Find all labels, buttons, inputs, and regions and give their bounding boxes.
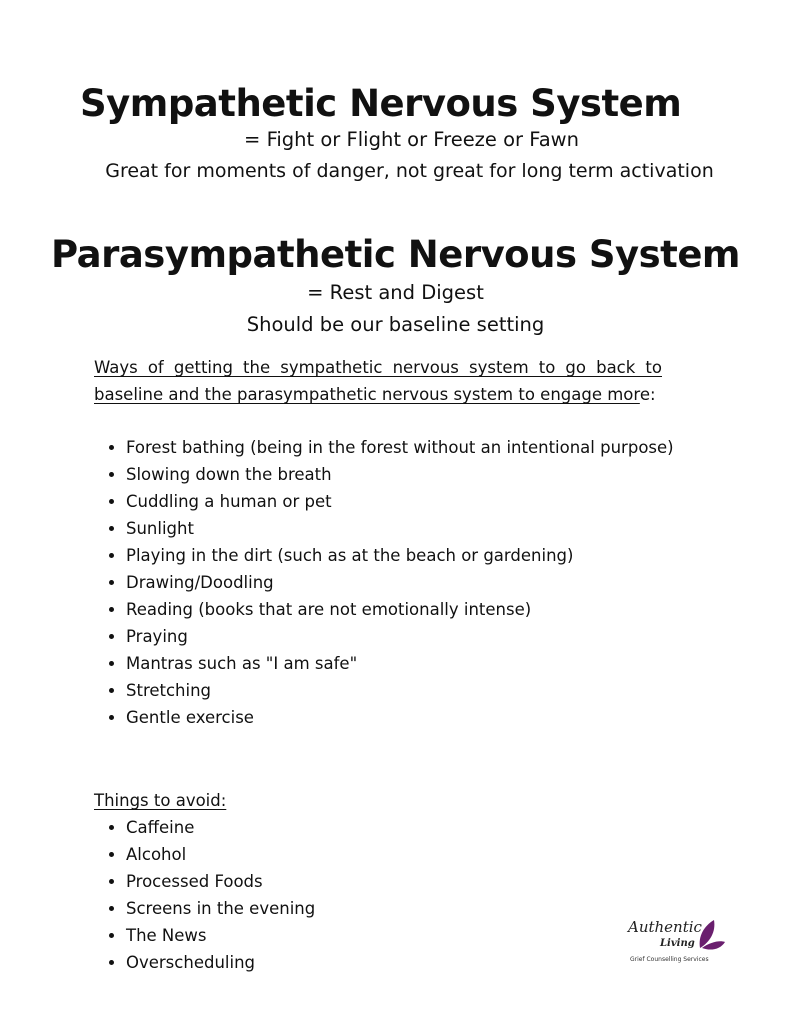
- sympathetic-description: Great for moments of danger, not great for long term activation: [105, 160, 714, 182]
- avoid-list: [100, 814, 688, 976]
- parasympathetic-title: Parasympathetic Nervous System: [51, 233, 740, 276]
- logo-name: Living: [660, 938, 695, 949]
- ways-item: • Slowing down the breath: [126, 461, 688, 488]
- logo-tagline: Grief Counselling Services: [630, 956, 709, 963]
- sympathetic-title: Sympathetic Nervous System: [80, 82, 682, 125]
- ways-item: • Mantras such as "I am safe": [126, 650, 688, 677]
- avoid-title: Things to avoid:: [94, 791, 227, 810]
- butterfly-icon: [696, 918, 726, 952]
- ways-item: • Cuddling a human or pet: [126, 488, 688, 515]
- ways-item: • Gentle exercise: [126, 704, 688, 731]
- avoid-item: • Overscheduling: [126, 949, 688, 976]
- ways-item: • Stretching: [126, 677, 688, 704]
- ways-item: • Reading (books that are not emotionally intense): [126, 596, 688, 623]
- ways-intro-tail: e:: [639, 385, 656, 404]
- ways-list: [100, 434, 688, 731]
- parasympathetic-subtitle: = Rest and Digest: [307, 281, 484, 304]
- ways-intro-underlined: Ways of getting the sympathetic nervous system to go back to baseline and the parasympathetic nervous system to engage mor: [94, 358, 662, 404]
- avoid-item: • Screens in the evening: [126, 895, 688, 922]
- sympathetic-subtitle: = Fight or Flight or Freeze or Fawn: [244, 128, 579, 151]
- parasympathetic-description: Should be our baseline setting: [246, 313, 545, 336]
- logo-script: Authentic: [628, 918, 702, 936]
- ways-item: • Playing in the dirt (such as at the beach or gardening): [126, 542, 688, 569]
- logo: [620, 916, 730, 972]
- ways-item: • Sunlight: [126, 515, 688, 542]
- avoid-item: • Alcohol: [126, 841, 688, 868]
- ways-intro: [94, 354, 662, 408]
- avoid-item: • Caffeine: [126, 814, 688, 841]
- ways-item: • Praying: [126, 623, 688, 650]
- ways-item: • Drawing/Doodling: [126, 569, 688, 596]
- avoid-item: • The News: [126, 922, 688, 949]
- avoid-item: • Processed Foods: [126, 868, 688, 895]
- ways-item: • Forest bathing (being in the forest without an intentional purpose): [126, 434, 688, 461]
